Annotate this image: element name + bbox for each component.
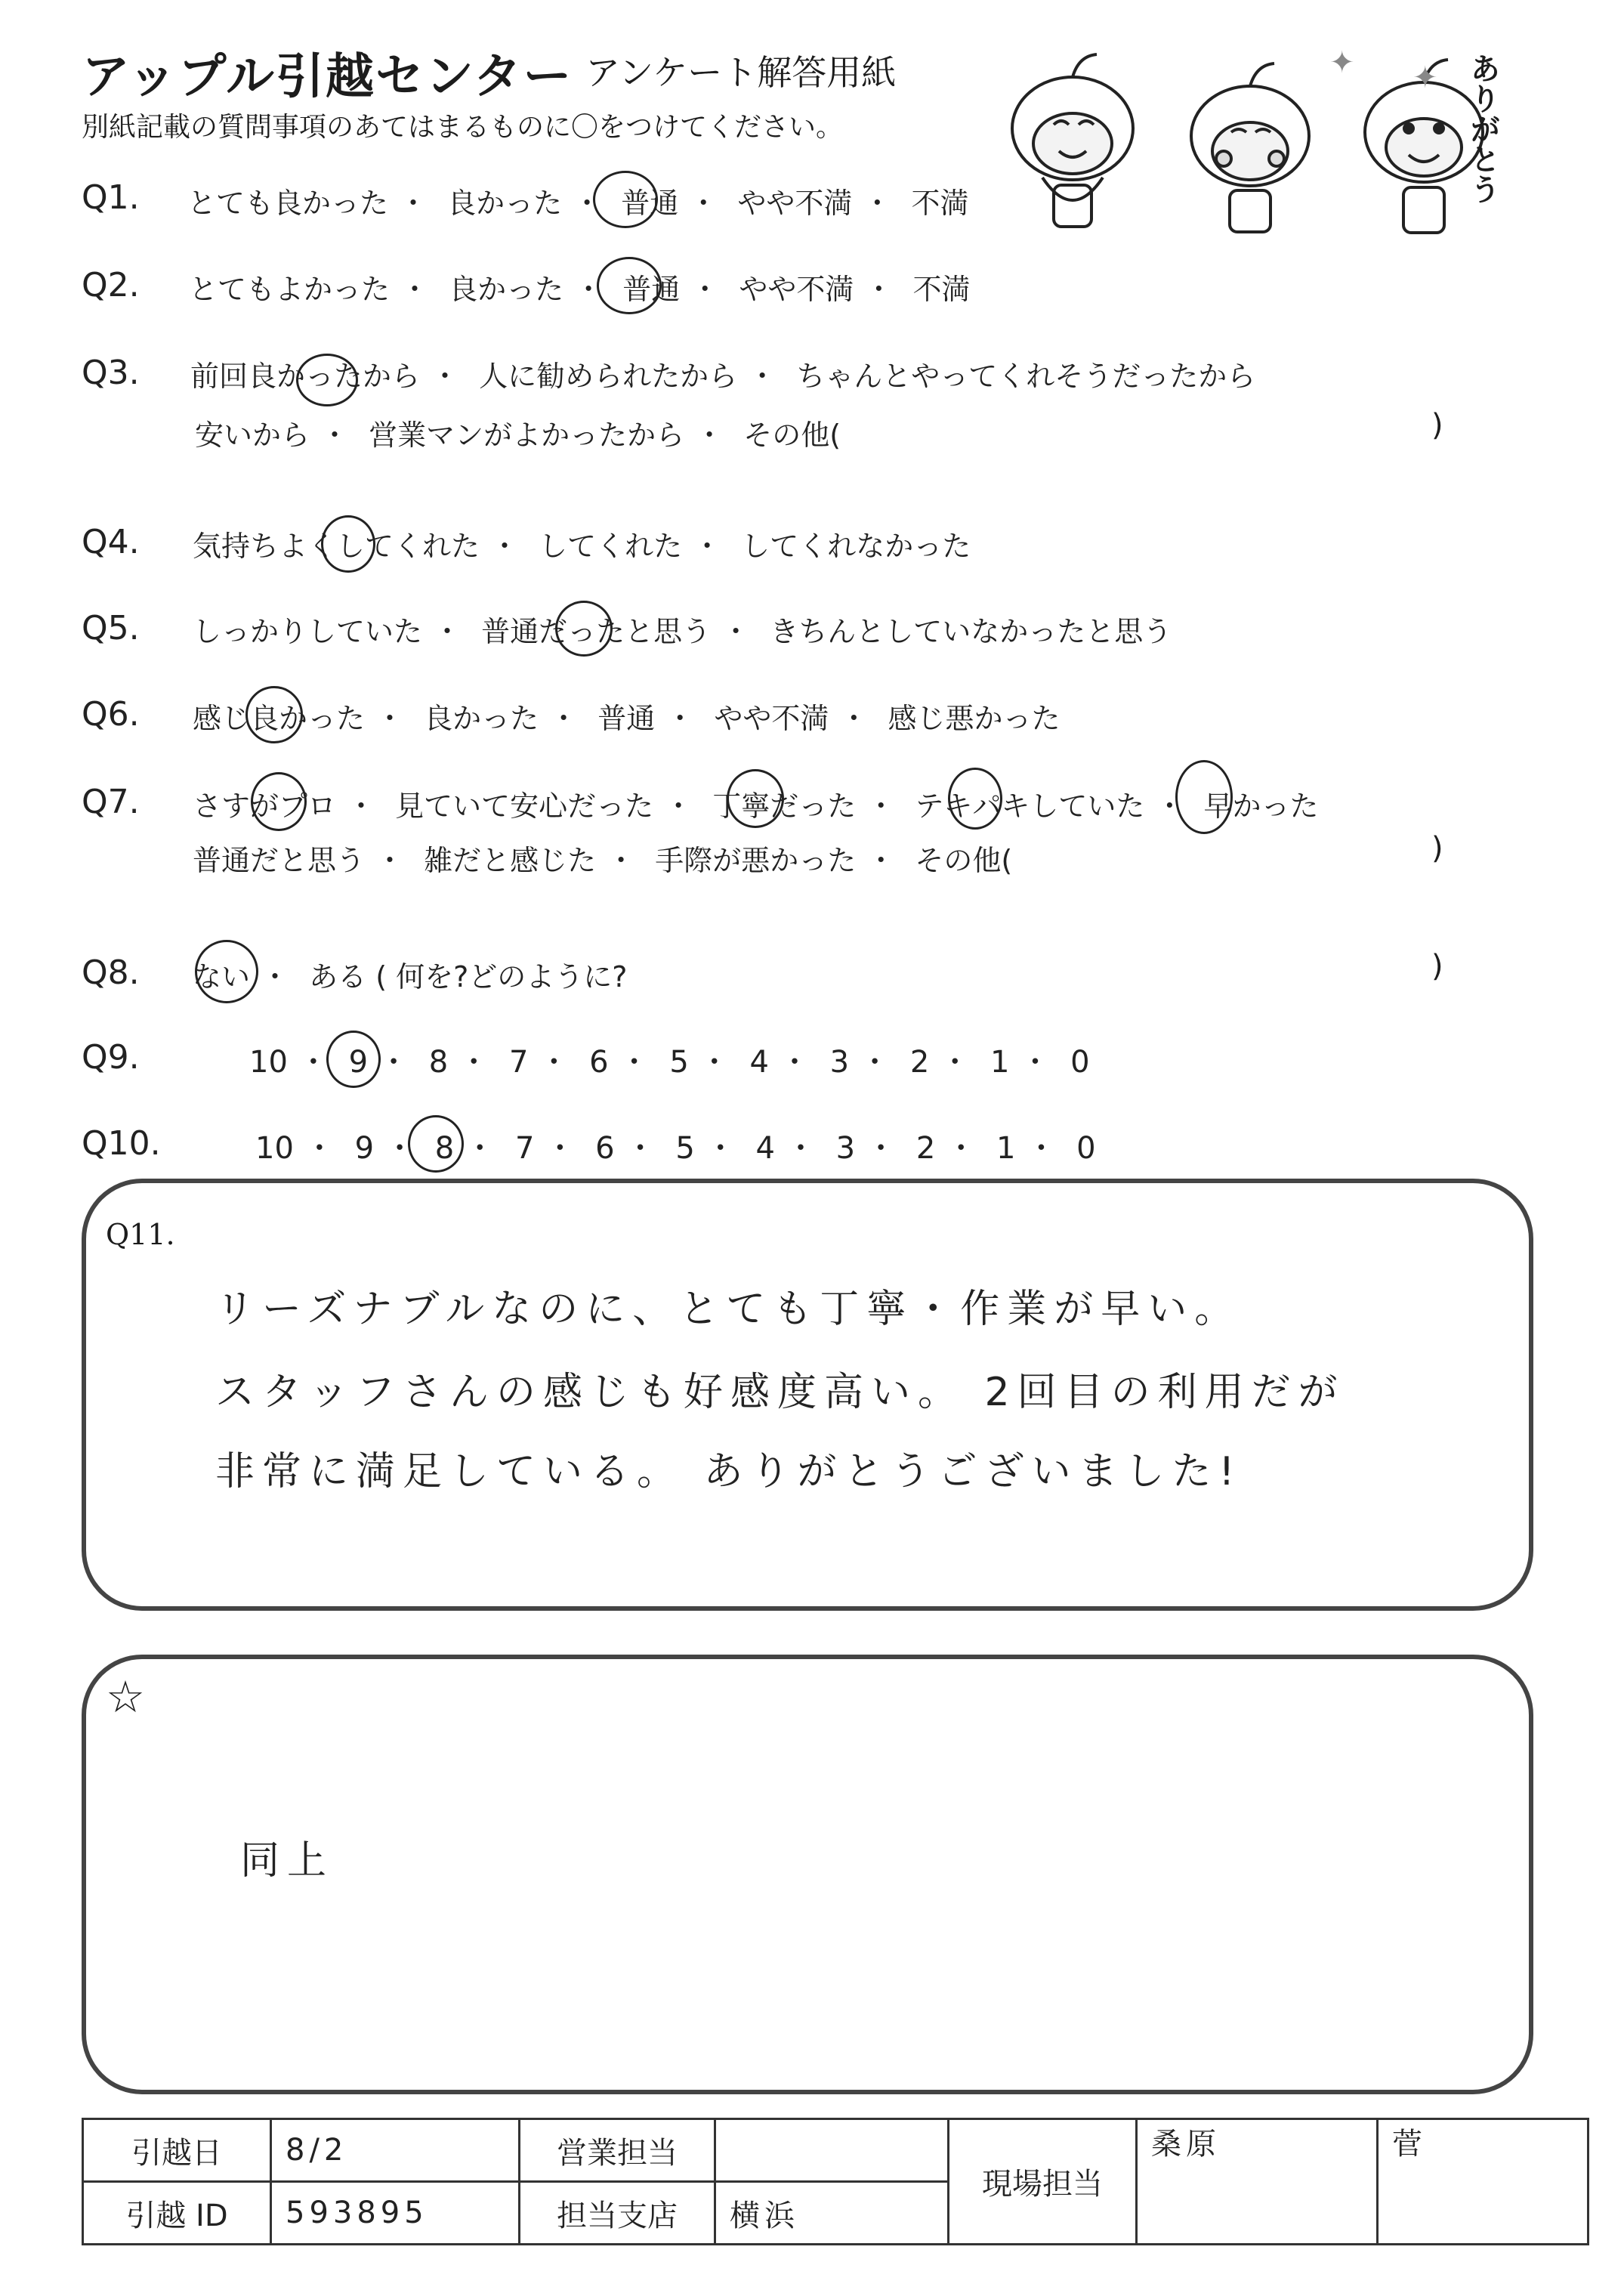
q4-label: Q4.: [82, 523, 140, 561]
q2-option[interactable]: 不満: [912, 273, 971, 306]
q3-option[interactable]: ちゃんとやってくれそうだったから: [796, 360, 1256, 393]
q9-option[interactable]: 5: [669, 1045, 689, 1080]
q11-handwritten-line: 非常に満足している。 ありがとうございました!: [215, 1449, 1243, 1494]
q7-option[interactable]: 手際が悪かった: [655, 844, 857, 877]
q1-option[interactable]: 良かった: [447, 187, 563, 220]
q7-option[interactable]: その他(: [915, 844, 1013, 877]
q10-option[interactable]: 0: [1076, 1131, 1096, 1166]
q10-option[interactable]: 2: [915, 1131, 936, 1166]
sales-label: 営業担当: [520, 2119, 715, 2182]
q1-option[interactable]: 不満: [911, 187, 969, 220]
selection-circle: [593, 171, 658, 228]
move-date-value: 8/2: [271, 2119, 520, 2182]
q6-option[interactable]: やや不満: [714, 702, 829, 735]
q4-option[interactable]: 気持ちよくしてくれた: [193, 530, 480, 563]
q2-option[interactable]: 普通: [622, 273, 681, 306]
selection-circle: [251, 772, 307, 831]
q9-label: Q9.: [82, 1038, 140, 1077]
q3-label: Q3.: [82, 354, 140, 392]
q3-options-line1: 前回良かったから ・ 人に勧められたから ・ ちゃんとやってくれそうだったから: [190, 360, 1256, 393]
q8-option[interactable]: ある: [309, 960, 367, 994]
q10-option[interactable]: 1: [996, 1131, 1016, 1166]
instruction-text: 別紙記載の質問事項のあてはまるものに〇をつけてください。: [82, 112, 844, 143]
page-subtitle: アンケート解答用紙: [585, 52, 897, 93]
star-handwritten-text: 同上: [240, 1838, 335, 1884]
sparkle-icon: ✦: [1413, 60, 1438, 95]
selection-circle: [296, 354, 358, 406]
q8-options: ない ・ ある ( 何を?どのように?: [193, 960, 628, 994]
q10-option[interactable]: 7: [514, 1131, 535, 1166]
q8-close-paren: ): [1431, 949, 1443, 984]
q9-option[interactable]: 8: [428, 1045, 449, 1080]
q2-options: とてもよかった ・ 良かった ・ 普通 ・ やや不満 ・ 不満: [189, 273, 971, 306]
q1-label: Q1.: [82, 178, 140, 217]
q7-option[interactable]: 普通だと思う: [193, 844, 366, 877]
q5-option[interactable]: しっかりしていた: [193, 615, 423, 648]
q9-scale: 10 ・ 9 ・ 8 ・ 7 ・ 6 ・ 5 ・ 4 ・ 3 ・ 2 ・ 1 ・ 0: [249, 1045, 1090, 1080]
q3-close-paren: ): [1431, 408, 1443, 443]
q9-option[interactable]: 1: [990, 1045, 1010, 1080]
q3-option[interactable]: 前回良かったから: [190, 360, 421, 393]
q7-options-line1: さすがプロ ・ 見ていて安心だった ・ 丁寧だった ・ テキパキしていた ・ 早かった: [193, 790, 1319, 823]
q9-option[interactable]: 7: [508, 1045, 529, 1080]
selection-circle: [245, 686, 303, 743]
thanks-text: ありがとう: [1465, 53, 1500, 204]
site-staff-2: 菅: [1378, 2119, 1588, 2245]
q7-close-paren: ): [1431, 831, 1443, 866]
q11-handwritten-line: リーズナブルなのに、とても丁寧・作業が早い。: [215, 1287, 1242, 1332]
q6-label: Q6.: [82, 695, 140, 734]
q10-scale: 10 ・ 9 ・ 8 ・ 7 ・ 6 ・ 5 ・ 4 ・ 3 ・ 2 ・ 1 ・ 0: [255, 1131, 1096, 1166]
q10-option[interactable]: 10: [255, 1131, 294, 1166]
move-id-label: 引越 ID: [83, 2182, 271, 2245]
q10-label: Q10.: [82, 1124, 161, 1163]
selection-circle: [321, 515, 375, 573]
q3-option[interactable]: 営業マンがよかったから: [369, 419, 685, 452]
q9-option[interactable]: 0: [1070, 1045, 1090, 1080]
branch-label: 担当支店: [520, 2182, 715, 2245]
q8-option[interactable]: ない: [193, 960, 251, 994]
q5-label: Q5.: [82, 609, 140, 647]
q6-options: 感じ良かった ・ 良かった ・ 普通 ・ やや不満 ・ 感じ悪かった: [193, 702, 1061, 735]
sales-value: [715, 2119, 949, 2182]
selection-circle: [555, 601, 613, 657]
q7-option[interactable]: テキパキしていた: [915, 790, 1145, 823]
site-staff-label: 現場担当: [949, 2119, 1137, 2245]
q9-option[interactable]: 10: [249, 1045, 288, 1080]
selection-circle: [195, 940, 258, 1003]
selection-circle: [948, 768, 1002, 830]
q2-option[interactable]: 良かった: [449, 273, 564, 306]
q10-option[interactable]: 4: [755, 1131, 775, 1166]
site-staff-1: 桑原: [1137, 2119, 1378, 2245]
q7-option[interactable]: 早かった: [1203, 790, 1319, 823]
sparkle-icon: ✦: [1329, 45, 1355, 80]
q5-option[interactable]: 普通だったと思う: [481, 615, 712, 648]
q1-option[interactable]: とても良かった: [187, 187, 389, 220]
q9-option[interactable]: 4: [749, 1045, 769, 1080]
q4-option[interactable]: してくれなかった: [741, 530, 971, 563]
q11-label: Q11.: [106, 1218, 175, 1251]
q10-option[interactable]: 5: [675, 1131, 695, 1166]
q1-option[interactable]: 普通: [621, 187, 679, 220]
q3-option[interactable]: 人に勧められたから: [479, 360, 738, 393]
star-icon: ☆: [106, 1671, 145, 1723]
q3-options-line2: 安いから ・ 営業マンがよかったから ・ その他(: [195, 419, 841, 452]
q1-options: とても良かった ・ 良かった ・ 普通 ・ やや不満 ・ 不満: [187, 187, 969, 220]
q7-options-line2: 普通だと思う ・ 雑だと感じた ・ 手際が悪かった ・ その他(: [193, 844, 1013, 877]
q10-option[interactable]: 9: [354, 1131, 375, 1166]
move-id-value: 593895: [271, 2182, 520, 2245]
q7-option[interactable]: さすがプロ: [193, 790, 337, 823]
q3-option[interactable]: 安いから: [195, 419, 310, 452]
q7-option[interactable]: 丁寧だった: [712, 790, 857, 823]
q4-option[interactable]: してくれた: [539, 530, 683, 563]
q6-option[interactable]: 良かった: [424, 702, 539, 735]
q9-option[interactable]: 9: [348, 1045, 369, 1080]
q10-option[interactable]: 6: [595, 1131, 615, 1166]
selection-circle: [597, 257, 662, 314]
q6-option[interactable]: 感じ悪かった: [888, 702, 1061, 735]
q3-option[interactable]: その他(: [743, 419, 841, 452]
selection-circle: [1175, 760, 1233, 834]
q1-option[interactable]: やや不満: [737, 187, 853, 220]
selection-circle: [326, 1031, 381, 1088]
branch-value: 横浜: [715, 2182, 949, 2245]
q9-option[interactable]: 3: [829, 1045, 850, 1080]
q9-option[interactable]: 6: [589, 1045, 609, 1080]
page-title: アップル引越センター: [82, 49, 573, 105]
q10-option[interactable]: 3: [835, 1131, 856, 1166]
q7-option[interactable]: 見ていて安心だった: [395, 790, 654, 823]
selection-circle: [727, 769, 784, 828]
q7-option[interactable]: 雑だと感じた: [424, 844, 597, 877]
q11-handwritten-line: スタッフさんの感じも好感度高い。 2回目の利用だが: [215, 1370, 1345, 1415]
q8-extra: ( 何を?どのように?: [375, 960, 628, 994]
q9-option[interactable]: 2: [909, 1045, 930, 1080]
q2-option[interactable]: とてもよかった: [189, 273, 391, 306]
q2-option[interactable]: やや不満: [739, 273, 854, 306]
q10-option[interactable]: 8: [434, 1131, 455, 1166]
q6-option[interactable]: 感じ良かった: [193, 702, 366, 735]
q8-label: Q8.: [82, 953, 140, 992]
q5-options: しっかりしていた ・ 普通だったと思う ・ きちんとしていなかったと思う: [193, 615, 1172, 648]
selection-circle: [408, 1115, 464, 1173]
move-date-label: 引越日: [83, 2119, 271, 2182]
q7-label: Q7.: [82, 783, 140, 821]
q5-option[interactable]: きちんとしていなかったと思う: [770, 615, 1172, 648]
q2-label: Q2.: [82, 266, 140, 304]
move-info-table: [82, 2118, 1589, 2245]
q6-option[interactable]: 普通: [597, 702, 656, 735]
q4-options: 気持ちよくしてくれた ・ してくれた ・ してくれなかった: [193, 530, 971, 563]
